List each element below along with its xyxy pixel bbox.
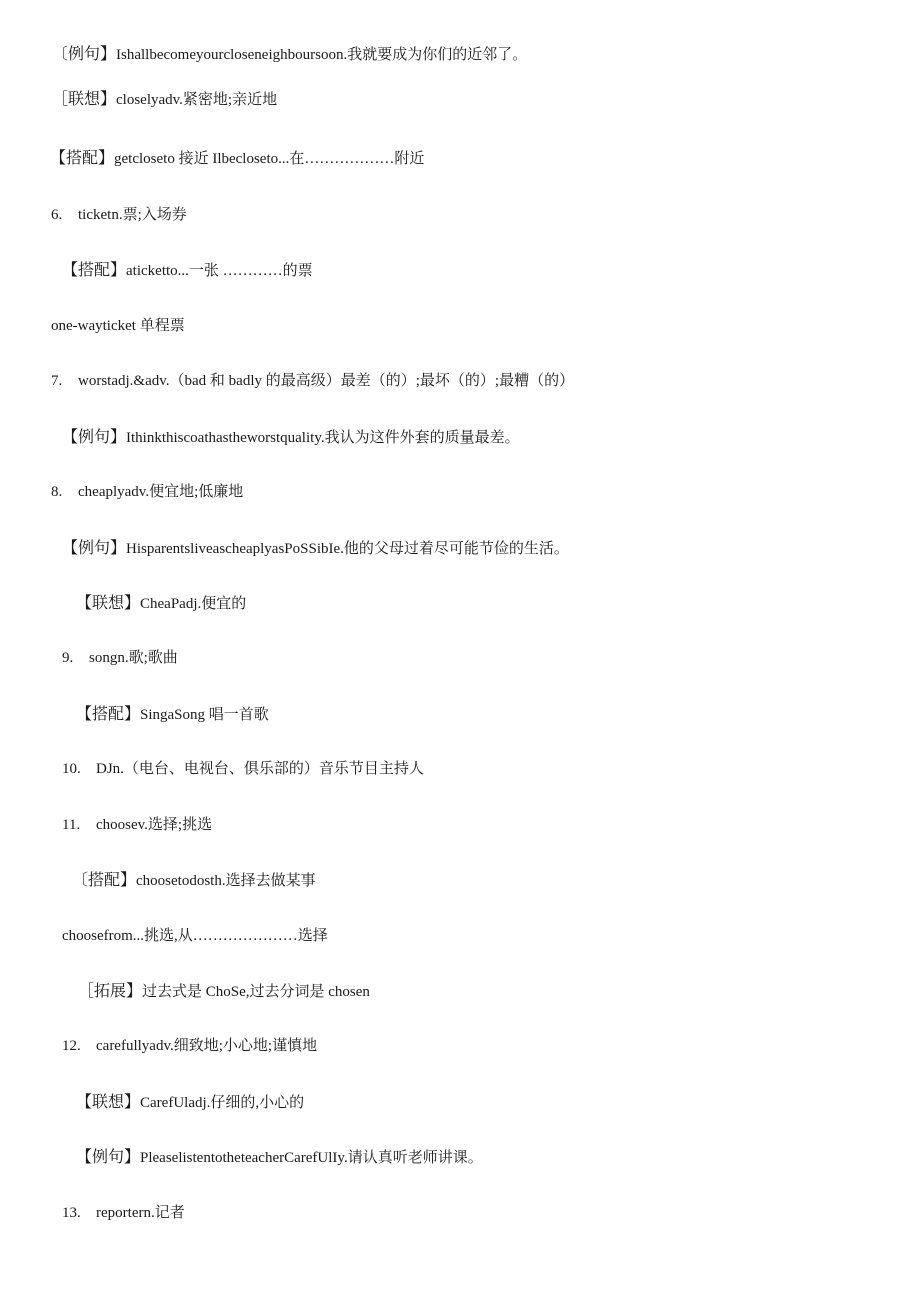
example-line: [62, 538, 569, 559]
line-text: HisparentsliveascheaplyasPoSSibIe.他的父母过着尽可能节俭的生活。: [126, 541, 569, 557]
collocation-line: [50, 148, 424, 169]
plain-line: [62, 926, 328, 946]
entry-text: DJn.（电台、电视台、俱乐部的）音乐节目主持人: [96, 761, 424, 777]
line-text: CarefUladj.仔细的,小心的: [140, 1095, 305, 1111]
association-line: [52, 89, 277, 110]
example-line: [76, 1147, 483, 1168]
example-line: [62, 427, 520, 448]
vocab-entry: [62, 759, 424, 779]
section-tag: 【联想】: [76, 1092, 141, 1111]
section-tag: 【例句】: [76, 1147, 141, 1166]
section-tag: 【搭配】: [50, 148, 115, 167]
entry-number: 7.: [51, 373, 63, 389]
entry-text: carefullyadv.细致地;小心地;谨慎地: [96, 1038, 318, 1054]
association-line: [76, 593, 246, 614]
entry-text: cheaplyadv.便宜地;低廉地: [78, 484, 244, 500]
collocation-line: [76, 704, 269, 725]
entry-number: 12.: [62, 1038, 81, 1054]
vocab-entry: [62, 1036, 317, 1056]
entry-text: songn.歌;歌曲: [89, 650, 178, 666]
entry-number: 11.: [62, 817, 81, 833]
vocab-entry: [51, 371, 574, 391]
entry-text: ticketn.票;入场券: [78, 207, 187, 223]
line-text: choosetodosth.选择去做某事: [136, 873, 316, 889]
vocab-entry: [51, 205, 187, 225]
vocab-entry: [62, 1203, 185, 1223]
association-line: [76, 1092, 304, 1113]
section-tag: 〔例句】: [52, 44, 117, 63]
section-tag: 【联想】: [76, 593, 141, 612]
plain-line: [51, 316, 185, 336]
line-text: SingaSong 唱一首歌: [140, 707, 269, 723]
section-tag: 〔搭配】: [72, 870, 137, 889]
collocation-line: [62, 260, 313, 281]
line-text: 过去式是 ChoSe,过去分词是 chosen: [142, 984, 370, 1000]
entry-number: 13.: [62, 1205, 81, 1221]
entry-number: 9.: [62, 650, 74, 666]
line-text: aticketto...一张 …………的票: [126, 263, 313, 279]
line-text: closelyadv.紧密地;亲近地: [116, 92, 278, 108]
extension-line: [78, 981, 370, 1002]
section-tag: 【例句】: [62, 538, 127, 557]
vocab-entry: [51, 482, 243, 502]
vocab-entry: [62, 815, 212, 835]
entry-text: choosev.选择;挑选: [96, 817, 213, 833]
section-tag: 【搭配】: [76, 704, 141, 723]
line-text: choosefrom...挑选,从…………………选择: [62, 928, 328, 944]
line-text: Ithinkthiscoathastheworstquality.我认为这件外套的质量最差。: [126, 430, 520, 446]
section-tag: ［拓展】: [78, 981, 143, 1000]
line-text: one-wayticket 单程票: [51, 318, 185, 334]
line-text: CheaPadj.便宜的: [140, 596, 247, 612]
section-tag: 【例句】: [62, 427, 127, 446]
entry-number: 8.: [51, 484, 63, 500]
vocab-entry: [62, 648, 178, 668]
entry-number: 10.: [62, 761, 81, 777]
entry-number: 6.: [51, 207, 63, 223]
line-text: PleaselistentotheteacherCarefUlIy.请认真听老师讲课。: [140, 1150, 483, 1166]
line-text: Ishallbecomeyourcloseneighboursoon.我就要成为你们的近邻了。: [116, 47, 528, 63]
collocation-line: [72, 870, 316, 891]
example-line: [52, 44, 527, 65]
section-tag: 【搭配】: [62, 260, 127, 279]
line-text: getcloseto 接近 Ilbecloseto...在………………附近: [114, 151, 425, 167]
entry-text: worstadj.&adv.（bad 和 badly 的最高级）最差（的）;最坏（的）;最糟（的）: [78, 373, 575, 389]
entry-text: reportern.记者: [96, 1205, 185, 1221]
section-tag: ［联想】: [52, 89, 117, 108]
